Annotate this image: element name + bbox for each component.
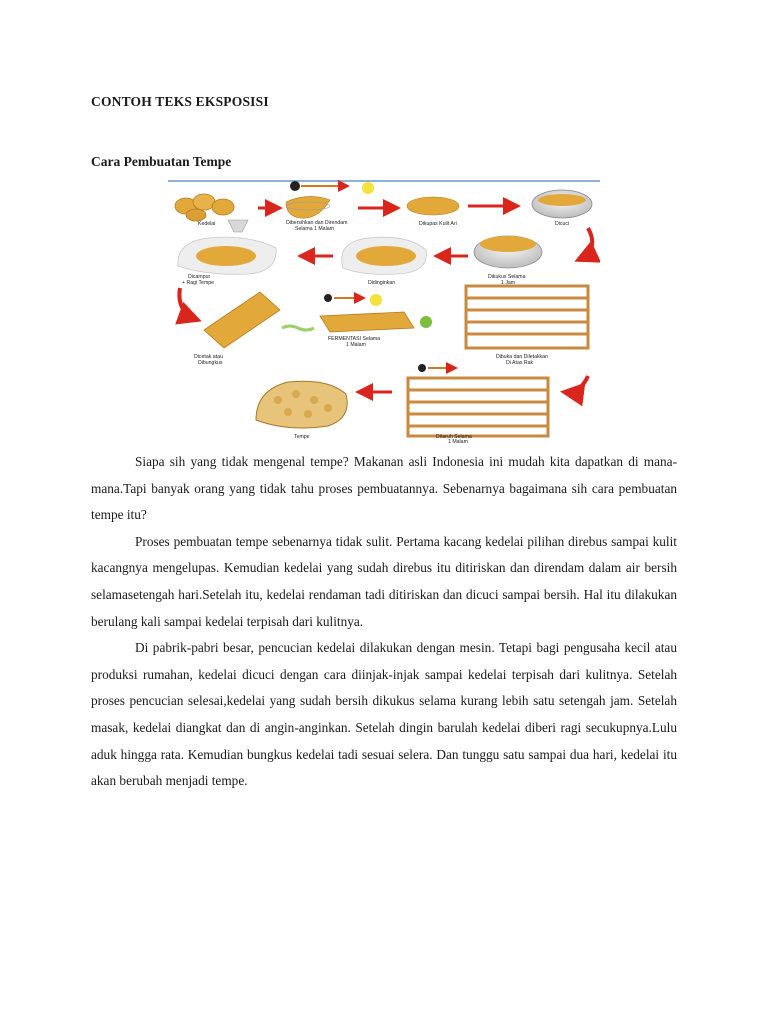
svg-text:1 Malam: 1 Malam (346, 342, 366, 348)
svg-text:Dikukus Selama: Dikukus Selama (488, 274, 526, 280)
tempe-process-illustration (168, 180, 600, 443)
svg-text:Dibungkus: Dibungkus (198, 360, 223, 366)
svg-text:1 Jam: 1 Jam (501, 280, 516, 286)
svg-text:Kedelai: Kedelai (198, 221, 216, 227)
svg-text:Dibersihkan dan Direndam: Dibersihkan dan Direndam (286, 220, 348, 226)
svg-text:Di Atas Rak: Di Atas Rak (506, 360, 534, 366)
svg-text:FERMENTASI Selama: FERMENTASI Selama (328, 336, 381, 342)
svg-text:Dikupas Kulit Ari: Dikupas Kulit Ari (419, 221, 457, 227)
svg-text:+ Ragi Tempe: + Ragi Tempe (182, 280, 215, 286)
section-title: Cara Pembuatan Tempe (91, 154, 232, 169)
svg-text:Dicuci: Dicuci (555, 221, 570, 227)
svg-text:Dibuka dan Diletakkan: Dibuka dan Diletakkan (496, 354, 548, 360)
svg-text:Tempe: Tempe (294, 434, 310, 440)
svg-text:Dicetak atau: Dicetak atau (194, 354, 223, 360)
paragraph: Di pabrik-pabri besar, pencucian kedelai dilakukan dengan mesin. Tetapi bagi pengusaha kecil atau produksi rumahan, kedelai dicuci dengan cara diinjak-injak sampai kedelai terpisah dari kulitnya. Setelah proses pencucian selesai,kedelai yang sudah bersih dikukus selama kurang lebih satu setengah jam. Setelah masak, kedelai diangkat dan di angin-anginkan. Setelah dingin barulah kedelai diberi ragi secukupnya.Lulu aduk hingga rata. Kemudian bungkus kedelai tadi sesuai selera. Dan tunggu satu sampai dua hari, kedelai itu akan berubah menjadi tempe. (91, 640, 677, 789)
svg-text:Didinginkan: Didinginkan (368, 280, 396, 286)
body-text (91, 449, 677, 795)
svg-text:Selama 1 Malam: Selama 1 Malam (295, 226, 334, 232)
svg-text:Ditaruh Selama: Ditaruh Selama (436, 434, 472, 440)
svg-text:1 Malam: 1 Malam (448, 439, 468, 443)
paragraph: Siapa sih yang tidak mengenal tempe? Makanan asli Indonesia ini mudah kita dapatkan di mana-mana.Tapi banyak orang yang tidak tahu proses pembuatannya. Sebenarnya bagaimana sih cara pembuatan tempe itu? (91, 454, 677, 523)
paragraph: Proses pembuatan tempe sebenarnya tidak sulit. Pertama kacang kedelai pilihan direbus sampai kulit kacangnya mengelupas. Kemudian kedelai yang sudah direbus itu ditiriskan dan direndam dalam air bersih selamasetengah hari.Setelah itu, kedelai rendaman tadi ditiriskan dan dicuci sampai bersih. Hal itu dilakukan berulang kali sampai kedelai terpisah dari kulitnya. (91, 533, 677, 629)
document-title: CONTOH TEKS EKSPOSISI (91, 94, 269, 109)
svg-text:Dicampur: Dicampur (188, 274, 211, 280)
